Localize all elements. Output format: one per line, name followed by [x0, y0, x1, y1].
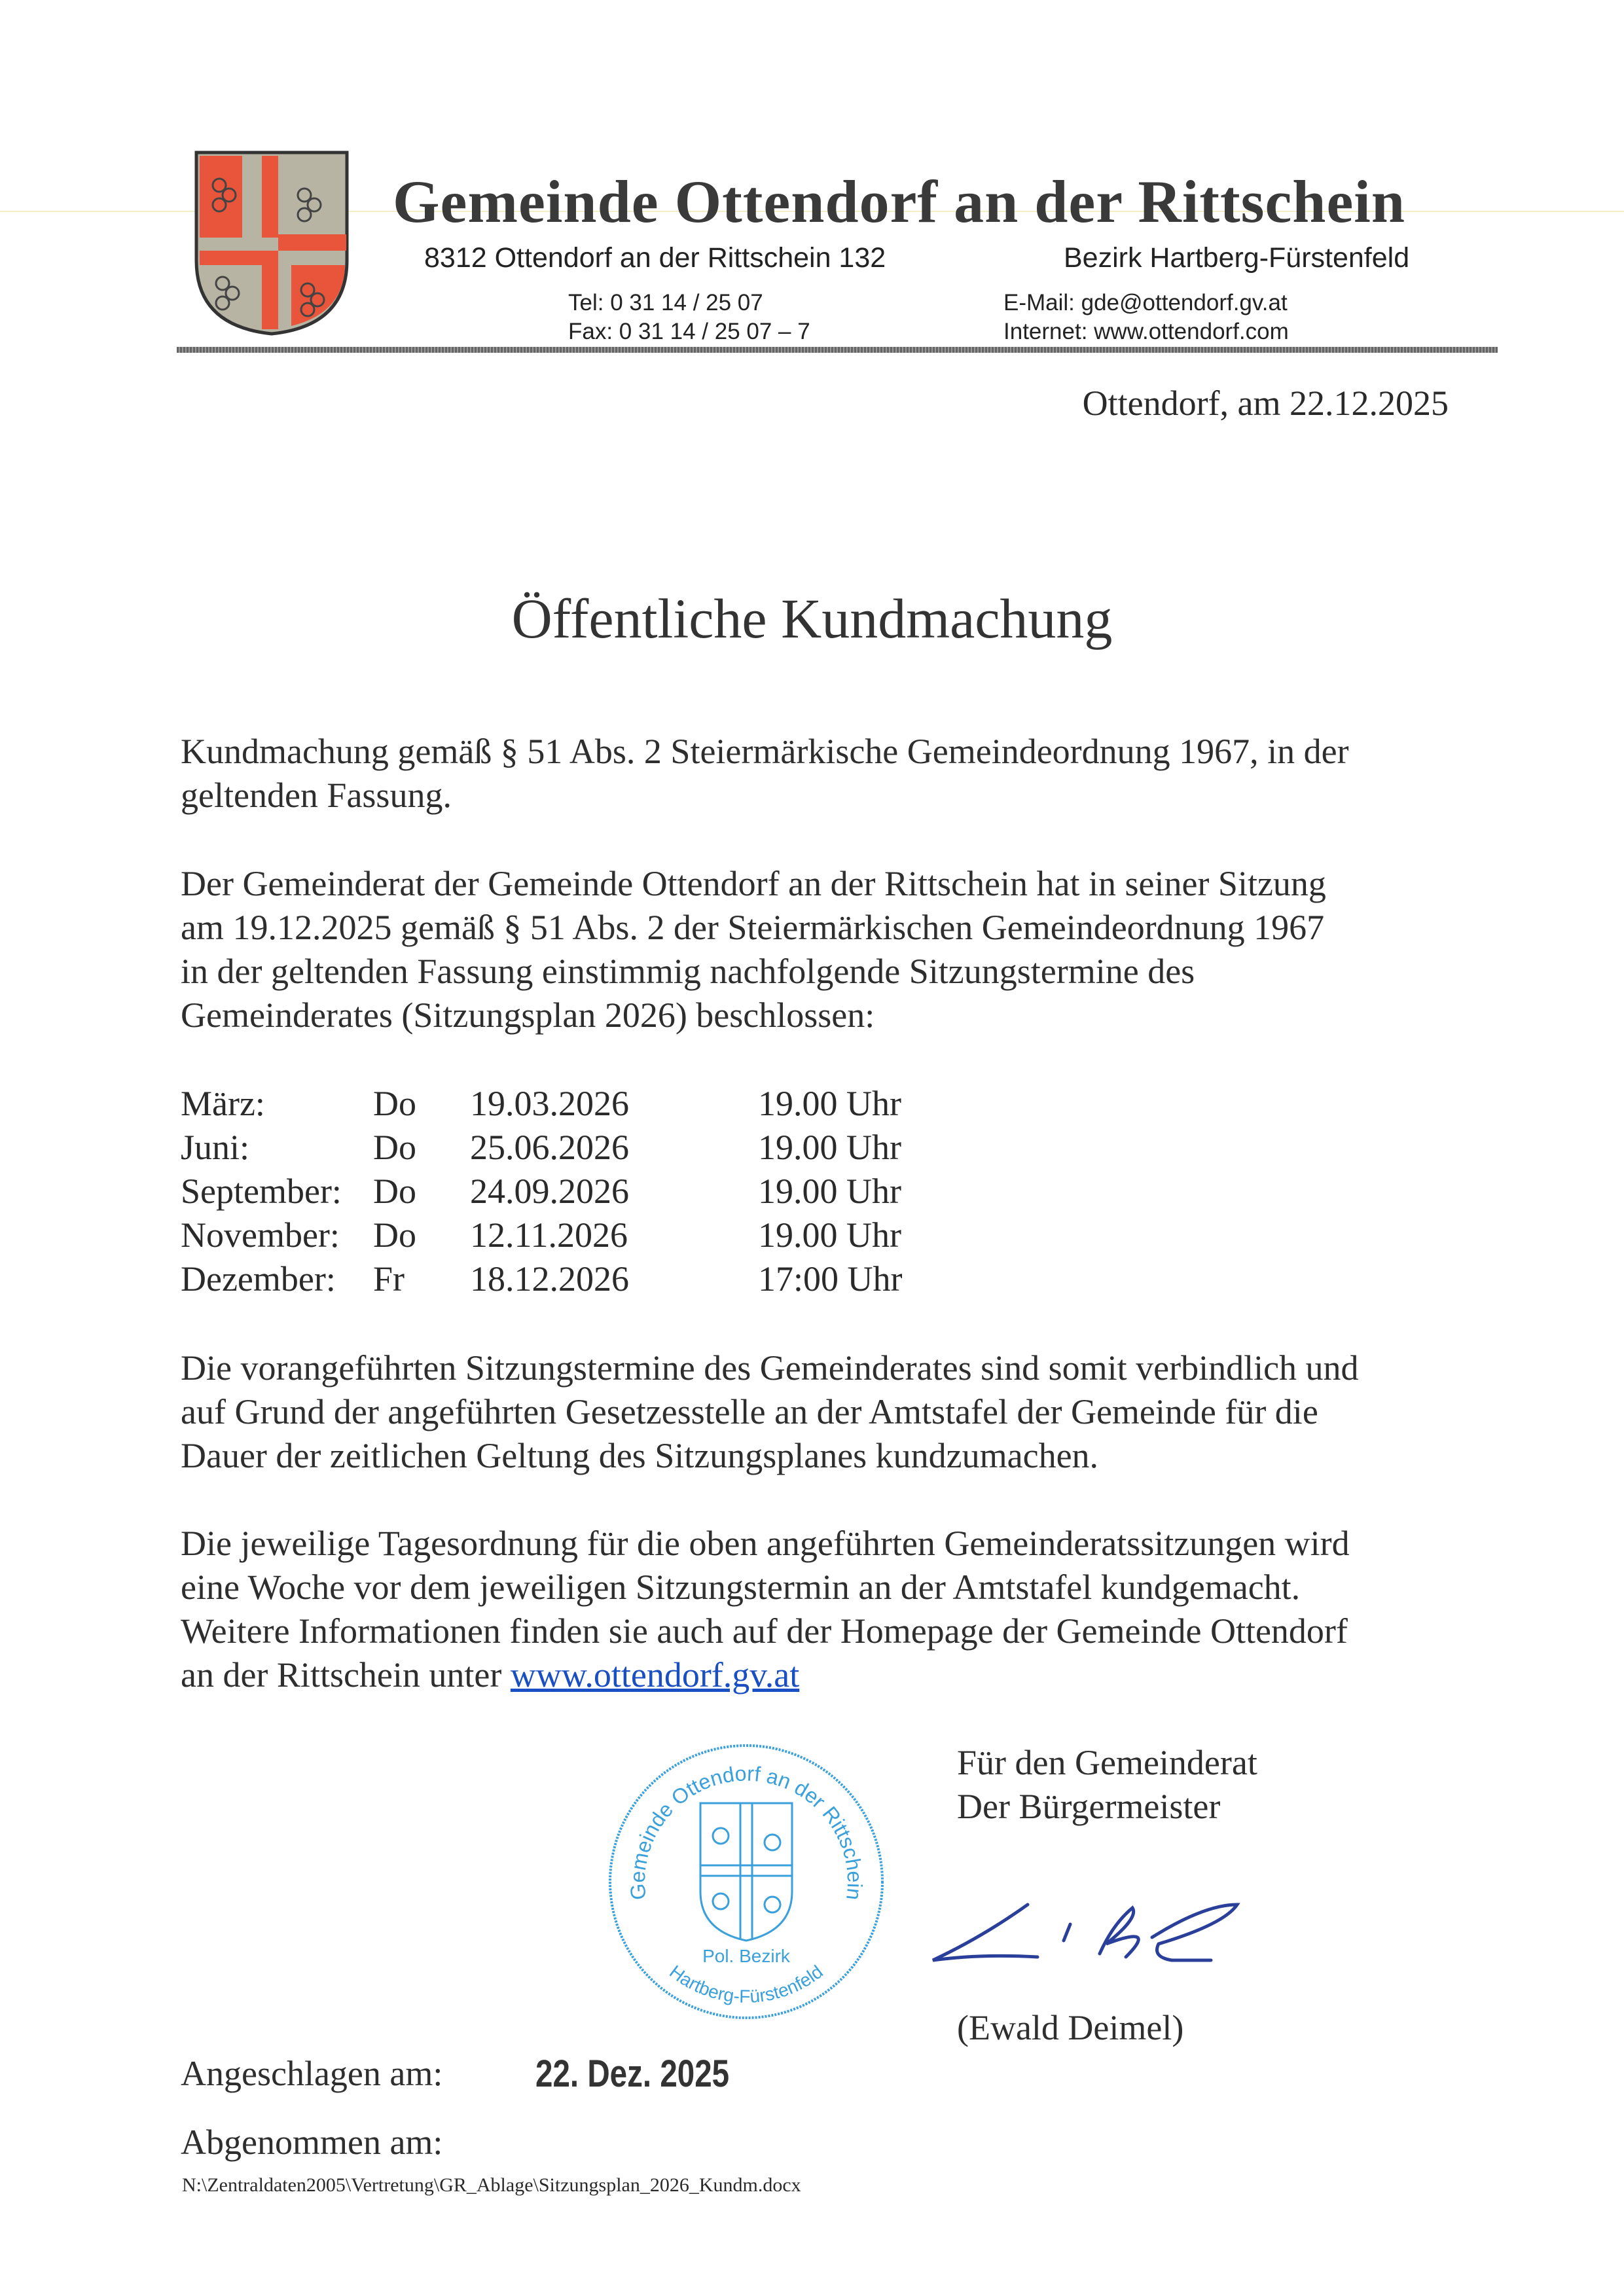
text-line: in der geltenden Fassung einstimmig nachfolgende Sitzungstermine des: [181, 952, 1195, 991]
text-line: Der Gemeinderat der Gemeinde Ottendorf an der Rittschein hat in seiner Sitzung: [181, 864, 1326, 903]
schedule-day: Fr: [373, 1259, 405, 1299]
schedule-day: Do: [373, 1084, 416, 1123]
schedule-day: Do: [373, 1172, 416, 1211]
text-line: am 19.12.2025 gemäß § 51 Abs. 2 der Steiermärkischen Gemeindeordnung 1967: [181, 908, 1325, 947]
schedule-month: Dezember:: [181, 1259, 336, 1299]
text-line: Kundmachung gemäß § 51 Abs. 2 Steiermärkische Gemeindeordnung 1967, in der: [181, 732, 1349, 771]
seal-shield-icon: [700, 1803, 792, 1941]
seal-inner-text-2: Hartberg-Fürstenfeld: [666, 1961, 827, 2007]
homepage-link[interactable]: www.ottendorf.gv.at: [510, 1655, 800, 1695]
schedule-day: Do: [373, 1215, 416, 1255]
text-line: Die vorangeführten Sitzungstermine des Gemeinderates sind somit verbindlich und: [181, 1348, 1359, 1388]
paragraph-agenda: [181, 1522, 1350, 1697]
schedule-date: 25.06.2026: [470, 1128, 629, 1167]
seal-ring-text: Gemeinde Ottendorf an der Rittschein: [625, 1761, 867, 1901]
schedule-date: 12.11.2026: [470, 1215, 628, 1255]
schedule-month: November:: [181, 1215, 340, 1255]
district: Bezirk Hartberg-Fürstenfeld: [1064, 242, 1410, 274]
seal-inner-text-1: Pol. Bezirk: [702, 1946, 790, 1966]
municipality-name: Gemeinde Ottendorf an der Rittschein: [393, 168, 1406, 235]
coat-of-arms-logo: [193, 149, 350, 336]
text-line: geltenden Fassung.: [181, 776, 452, 815]
schedule-month: Juni:: [181, 1128, 250, 1167]
header-divider: [177, 347, 1498, 353]
email: E-Mail: gde@ottendorf.gv.at: [1003, 290, 1288, 315]
schedule-date: 24.09.2026: [470, 1172, 629, 1211]
posted-date-stamp: 22. Dez. 2025: [535, 2053, 730, 2095]
signature-heading: [957, 1741, 1257, 1829]
schedule-month: März:: [181, 1084, 265, 1123]
handwritten-signature: [929, 1898, 1250, 1970]
website: Internet: www.ottendorf.com: [1003, 319, 1289, 344]
file-path: N:\Zentraldaten2005\Vertretung\GR_Ablage\Sitzungsplan_2026_Kundm.docx: [182, 2174, 801, 2196]
removed-label: Abgenommen am:: [181, 2123, 443, 2162]
document-title: Öffentliche Kundmachung: [511, 587, 1113, 650]
schedule-day: Do: [373, 1128, 416, 1167]
posted-label: Angeschlagen am:: [181, 2054, 443, 2093]
schedule-time: 17:00 Uhr: [758, 1259, 903, 1299]
schedule-time: 19.00 Uhr: [758, 1128, 901, 1167]
text-line: Für den Gemeinderat: [957, 1743, 1257, 1782]
mayor-name: (Ewald Deimel): [957, 2008, 1184, 2047]
text-line: eine Woche vor dem jeweiligen Sitzungstermin an der Amtstafel kundgemacht.: [181, 1568, 1301, 1607]
text-line: Dauer der zeitlichen Geltung des Sitzungsplanes kundzumachen.: [181, 1436, 1099, 1475]
paragraph-binding: [181, 1346, 1359, 1478]
schedule-date: 18.12.2026: [470, 1259, 629, 1299]
address: 8312 Ottendorf an der Rittschein 132: [424, 242, 886, 274]
schedule-date: 19.03.2026: [470, 1084, 629, 1123]
schedule-time: 19.00 Uhr: [758, 1215, 901, 1255]
text-line: auf Grund der angeführten Gesetzesstelle an der Amtstafel der Gemeinde für die: [181, 1392, 1318, 1431]
fax: Fax: 0 31 14 / 25 07 – 7: [568, 319, 810, 344]
text-line: Die jeweilige Tagesordnung für die oben angeführten Gemeinderatssitzungen wird: [181, 1524, 1350, 1563]
text-line: Gemeinderates (Sitzungsplan 2026) beschlossen:: [181, 996, 875, 1035]
text-line: Der Bürgermeister: [957, 1787, 1221, 1826]
text-line: Weitere Informationen finden sie auch auf der Homepage der Gemeinde Ottendorf: [181, 1611, 1348, 1651]
text-line: an der Rittschein unter: [181, 1655, 511, 1695]
telephone: Tel: 0 31 14 / 25 07: [568, 290, 763, 315]
schedule-time: 19.00 Uhr: [758, 1084, 901, 1123]
paragraph-legal-basis: [181, 730, 1349, 817]
date-line: Ottendorf, am 22.12.2025: [1082, 384, 1449, 423]
official-seal: [605, 1741, 887, 2022]
schedule-month: September:: [181, 1172, 342, 1211]
paragraph-resolution: [181, 862, 1326, 1037]
schedule-time: 19.00 Uhr: [758, 1172, 901, 1211]
